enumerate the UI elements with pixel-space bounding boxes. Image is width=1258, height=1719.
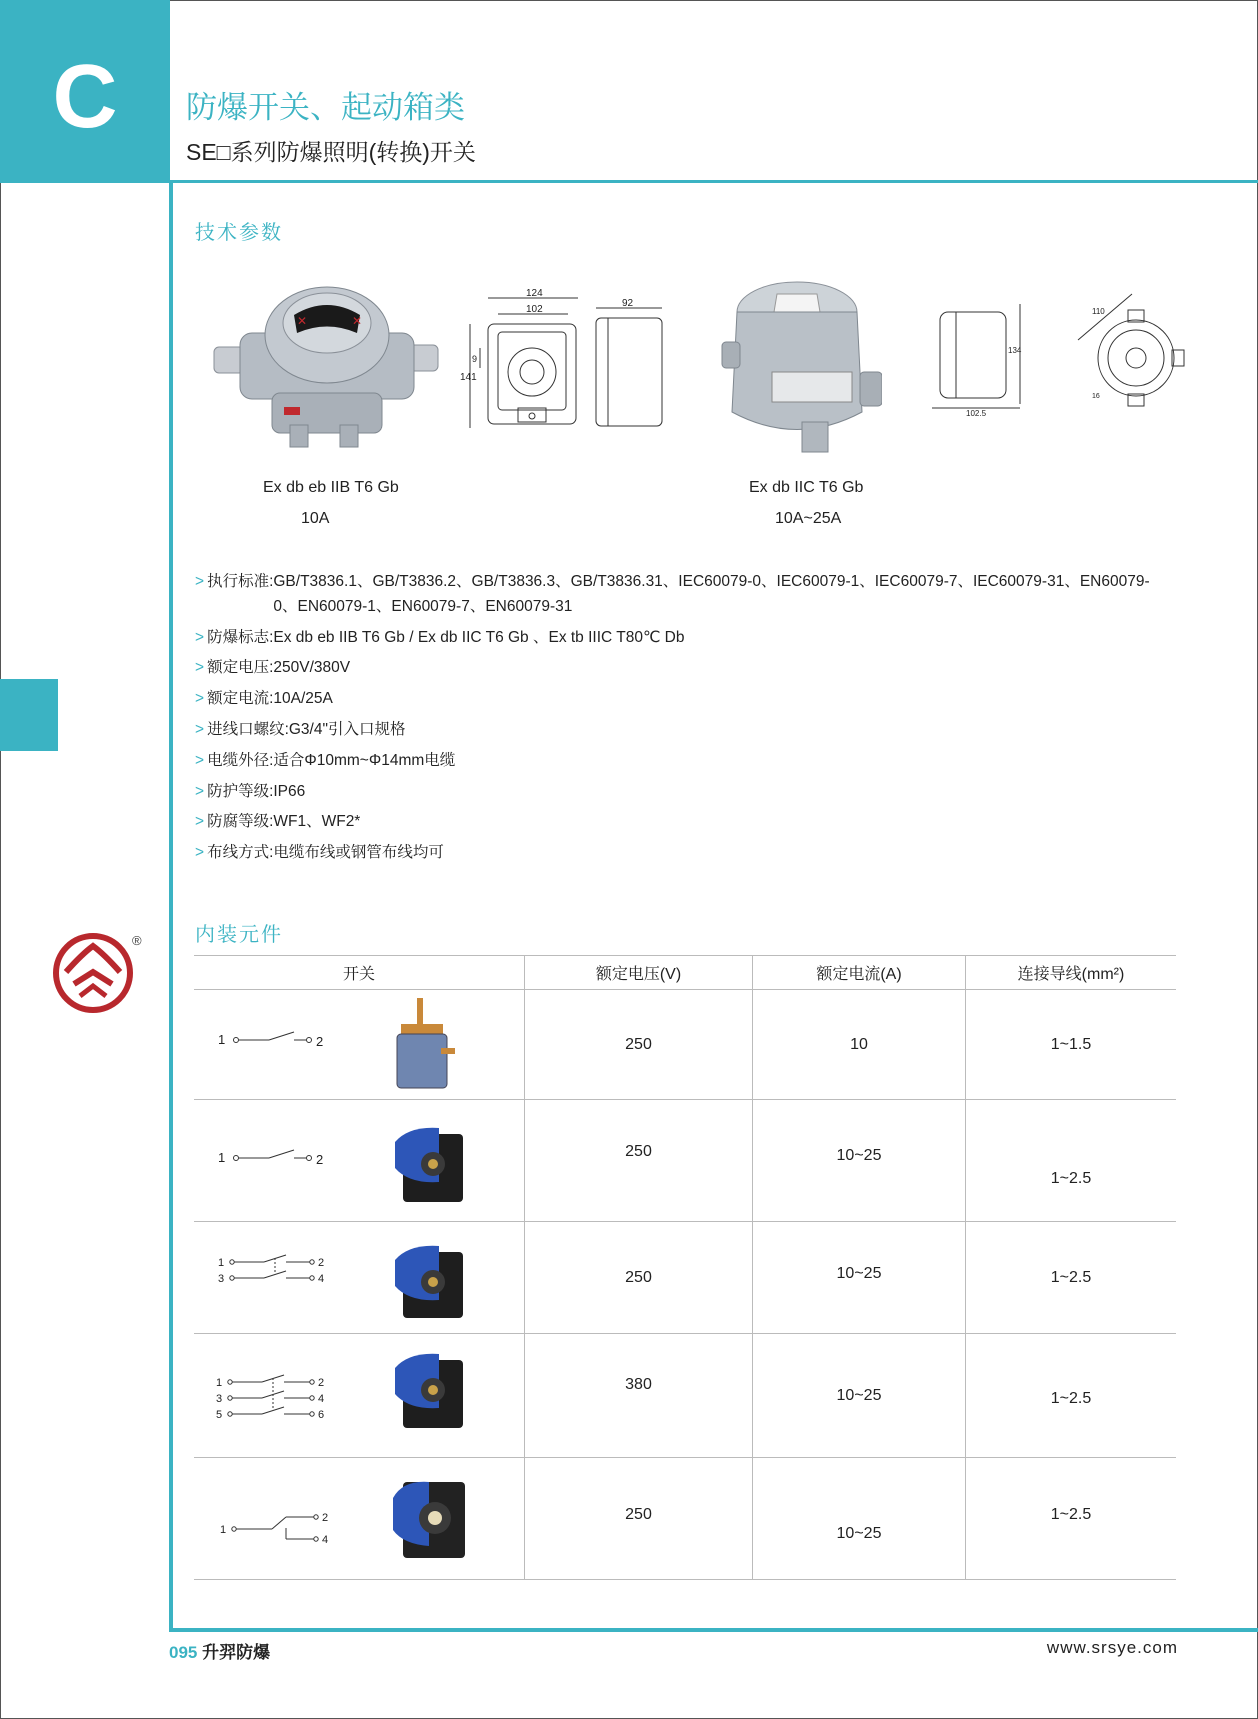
- footer-brand: 升羿防爆: [202, 1643, 271, 1662]
- voltage-cell: 250: [525, 990, 753, 1100]
- switch-diagram-3p: [214, 1374, 344, 1426]
- col-voltage: 额定电压(V): [525, 956, 753, 990]
- switch-photo-cam: [389, 998, 459, 1094]
- current-cell: 10~25: [753, 1334, 966, 1458]
- section-letter: C: [52, 47, 118, 147]
- current-cell: 10~25: [753, 1222, 966, 1334]
- dim-134: 134: [1008, 346, 1022, 355]
- voltage-cell: 250: [525, 1222, 753, 1334]
- svg-text:4: 4: [322, 1534, 329, 1546]
- product-title: SE□系列防爆照明(转换)开关: [186, 139, 476, 165]
- svg-text:1: 1: [218, 1257, 225, 1269]
- dim-92: 92: [622, 298, 634, 309]
- svg-text:2: 2: [316, 1152, 324, 1167]
- svg-text:1: 1: [220, 1524, 227, 1536]
- section-letter-block: [0, 0, 170, 183]
- wire-cell: 1~2.5: [966, 1100, 1177, 1222]
- dimension-drawing-3: [1072, 290, 1192, 420]
- svg-text:2: 2: [318, 1257, 325, 1269]
- footer-page: [169, 1638, 270, 1663]
- table-row: [194, 1100, 1176, 1222]
- model-1-marking: Ex db eb IIB T6 Gb: [263, 479, 399, 496]
- switch-photo-rotary: [389, 1122, 469, 1206]
- dim-radius: 16: [1092, 393, 1100, 400]
- footer-rule: [169, 1628, 1258, 1632]
- svg-text:3: 3: [218, 1273, 225, 1285]
- arrow-icon: >: [195, 720, 205, 738]
- col-wire: 连接导线(mm²): [966, 956, 1177, 990]
- svg-text:4: 4: [318, 1393, 325, 1405]
- dim-102-5: 102.5: [966, 409, 987, 418]
- switch-photo-1: [212, 275, 442, 450]
- switch-diagram-spst: [214, 1146, 334, 1176]
- arrow-icon: >: [195, 751, 205, 769]
- svg-text:1: 1: [216, 1377, 223, 1389]
- switch-diagram-dpst: [214, 1254, 344, 1294]
- dim-102: 102: [526, 304, 543, 315]
- spec-item: > 布线方式: 电缆布线或钢管布线均可: [195, 841, 1155, 866]
- current-cell: 10: [753, 990, 966, 1100]
- switch-cell: [194, 990, 525, 1100]
- components-table: [194, 955, 1176, 1580]
- spec-item: > 防护等级: IP66: [195, 780, 1155, 805]
- dimension-drawing-1: [458, 288, 673, 433]
- table-row: [194, 1222, 1176, 1334]
- current-cell: 10~25: [753, 1458, 966, 1580]
- arrow-icon: >: [195, 628, 205, 646]
- switch-cell: [194, 1458, 525, 1580]
- arrow-icon: >: [195, 844, 205, 862]
- svg-text:6: 6: [318, 1409, 325, 1421]
- switch-photo-rotary: [389, 1348, 469, 1432]
- switch-cell: [194, 1334, 525, 1458]
- switch-cell: [194, 1100, 525, 1222]
- arrow-icon: >: [195, 659, 205, 677]
- voltage-cell: 250: [525, 1458, 753, 1580]
- dim-9: 9: [472, 354, 478, 364]
- components-section-title: 内装元件: [195, 924, 283, 946]
- svg-text:1: 1: [218, 1032, 226, 1047]
- switch-diagram-changeover: [214, 1512, 344, 1548]
- table-row: [194, 1334, 1176, 1458]
- arrow-icon: >: [195, 690, 205, 708]
- model-1-current: 10A: [301, 510, 330, 527]
- spec-item: > 进线口螺纹: G3/4"引入口规格: [195, 718, 1155, 743]
- left-rule: [169, 183, 173, 1631]
- side-tab: [0, 679, 58, 751]
- col-switch: 开关: [194, 956, 525, 990]
- switch-photo-rotary: [389, 1474, 469, 1564]
- spec-list: [195, 570, 1155, 872]
- model-2-current: 10A~25A: [775, 510, 842, 527]
- page-number: 095: [169, 1643, 198, 1662]
- voltage-cell: 250: [525, 1100, 753, 1222]
- tech-section-title: 技术参数: [195, 222, 283, 244]
- wire-cell: 1~2.5: [966, 1222, 1177, 1334]
- wire-cell: 1~2.5: [966, 1334, 1177, 1458]
- dim-124: 124: [526, 288, 543, 299]
- company-logo: [52, 932, 134, 1014]
- spec-item: > 执行标准: GB/T3836.1、GB/T3836.2、GB/T3836.3、GB/T3836.31、IEC60079-0、IEC60079-1、IEC60079-7、IEC60079-31、EN60079-0、EN60079-1、EN60079-7、EN60079-31: [195, 570, 1155, 620]
- arrow-icon: >: [195, 813, 205, 831]
- svg-text:✕: ✕: [297, 314, 308, 328]
- dim-110: 110: [1092, 307, 1105, 316]
- col-current: 额定电流(A): [753, 956, 966, 990]
- arrow-icon: >: [195, 573, 205, 590]
- footer-url: www.srsye.com: [1046, 1638, 1178, 1657]
- svg-text:2: 2: [322, 1512, 329, 1524]
- svg-text:4: 4: [318, 1273, 325, 1285]
- spec-item: > 额定电压: 250V/380V: [195, 656, 1155, 681]
- current-cell: 10~25: [753, 1100, 966, 1222]
- wire-cell: 1~2.5: [966, 1458, 1177, 1580]
- dimension-drawing-2: [926, 298, 1026, 418]
- svg-text:✕: ✕: [352, 314, 363, 328]
- spec-item: > 额定电流: 10A/25A: [195, 687, 1155, 712]
- header-rule: [170, 180, 1258, 183]
- table-row: [194, 1458, 1176, 1580]
- switch-photo-2: [712, 272, 882, 462]
- table-row: [194, 990, 1176, 1100]
- svg-text:1: 1: [218, 1150, 226, 1165]
- wire-cell: 1~1.5: [966, 990, 1177, 1100]
- svg-text:3: 3: [216, 1393, 223, 1405]
- svg-text:5: 5: [216, 1409, 223, 1421]
- switch-cell: [194, 1222, 525, 1334]
- svg-text:2: 2: [318, 1377, 325, 1389]
- model-2-marking: Ex db IIC T6 Gb: [749, 479, 864, 496]
- switch-photo-rotary: [389, 1242, 469, 1322]
- registered-mark: ®: [132, 933, 142, 948]
- spec-item: > 防腐等级: WF1、WF2*: [195, 810, 1155, 835]
- voltage-cell: 380: [525, 1334, 753, 1458]
- svg-text:2: 2: [316, 1034, 324, 1049]
- arrow-icon: >: [195, 782, 205, 800]
- dim-141: 141: [460, 372, 477, 383]
- category-title: 防爆开关、起动箱类: [186, 90, 465, 125]
- spec-item: > 电缆外径: 适合Φ10mm~Φ14mm电缆: [195, 749, 1155, 774]
- spec-item: > 防爆标志: Ex db eb IIB T6 Gb / Ex db IIC T6 Gb 、Ex tb IIIC T80℃ Db: [195, 626, 1155, 651]
- switch-diagram-spst: [214, 1028, 334, 1058]
